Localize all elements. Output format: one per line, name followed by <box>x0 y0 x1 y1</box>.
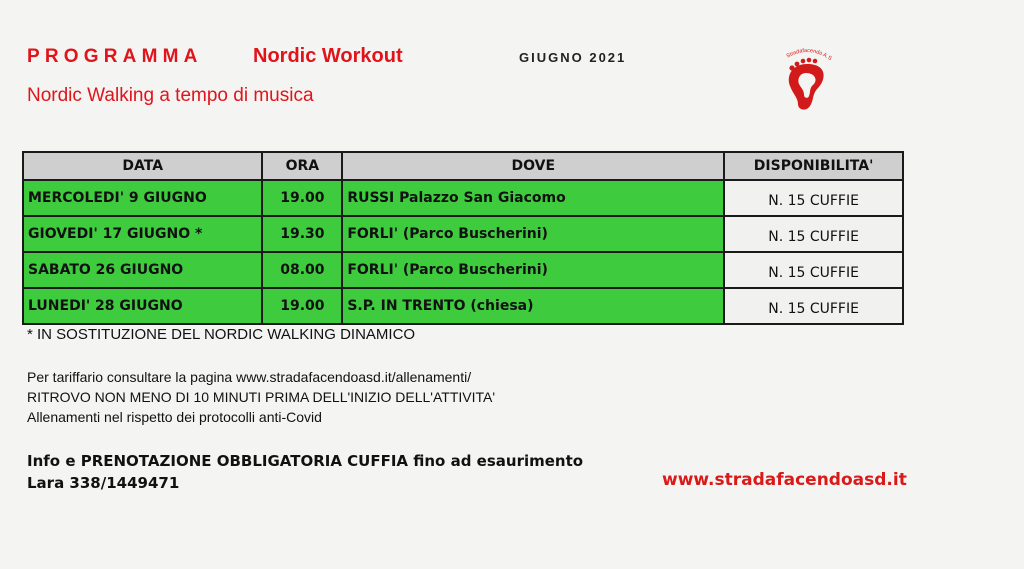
cell-data: GIOVEDI' 17 GIUGNO * <box>23 216 262 252</box>
footprint-logo-icon <box>776 46 838 112</box>
table-header-row <box>23 152 903 180</box>
cell-data: MERCOLEDI' 9 GIUGNO <box>23 180 262 216</box>
cell-data: SABATO 26 GIUGNO <box>23 252 262 288</box>
programma-title: PROGRAMMA <box>27 46 203 67</box>
table-row <box>23 216 903 252</box>
cell-dove: FORLI' (Parco Buscherini) <box>342 216 724 252</box>
cell-data: LUNEDI' 28 GIUGNO <box>23 288 262 324</box>
cell-disponibilita: N. 15 CUFFIE <box>724 216 903 252</box>
info-block <box>27 367 495 427</box>
cell-dove: RUSSI Palazzo San Giacomo <box>342 180 724 216</box>
month-label: GIUGNO 2021 <box>519 50 627 65</box>
booking-block <box>27 450 583 494</box>
table-row <box>23 252 903 288</box>
tariff-info: Per tariffario consultare la pagina www.stradafacendoasd.it/allenamenti/ <box>27 369 472 385</box>
header-dove: DOVE <box>342 152 724 180</box>
cell-disponibilita: N. 15 CUFFIE <box>724 288 903 324</box>
booking-contact: Lara 338/1449471 <box>27 474 180 492</box>
table-row <box>23 180 903 216</box>
event-title: Nordic Workout <box>253 45 403 67</box>
header-disponibilita: DISPONIBILITA' <box>724 152 903 180</box>
cell-ora: 19.00 <box>262 180 342 216</box>
svg-text:Stradafacendo A.S.D.: Stradafacendo A.S <box>785 47 833 62</box>
meeting-info: RITROVO NON MENO DI 10 MINUTI PRIMA DELL'INIZIO DELL'ATTIVITA' <box>27 389 496 405</box>
cell-ora: 08.00 <box>262 252 342 288</box>
covid-info: Allenamenti nel rispetto dei protocolli anti-Covid <box>27 409 322 425</box>
footnote: * IN SOSTITUZIONE DEL NORDIC WALKING DINAMICO <box>27 326 416 343</box>
cell-dove: S.P. IN TRENTO (chiesa) <box>342 288 724 324</box>
cell-dove: FORLI' (Parco Buscherini) <box>342 252 724 288</box>
header-data: DATA <box>23 152 262 180</box>
table-row <box>23 288 903 324</box>
header-ora: ORA <box>262 152 342 180</box>
cell-ora: 19.30 <box>262 216 342 252</box>
cell-disponibilita: N. 15 CUFFIE <box>724 180 903 216</box>
cell-ora: 19.00 <box>262 288 342 324</box>
booking-text: Info e PRENOTAZIONE OBBLIGATORIA CUFFIA fino ad esaurimento <box>27 452 584 470</box>
website-link[interactable]: www.stradafacendoasd.it <box>662 470 907 490</box>
event-subtitle: Nordic Walking a tempo di musica <box>27 85 314 106</box>
schedule-table <box>22 151 904 325</box>
cell-disponibilita: N. 15 CUFFIE <box>724 252 903 288</box>
